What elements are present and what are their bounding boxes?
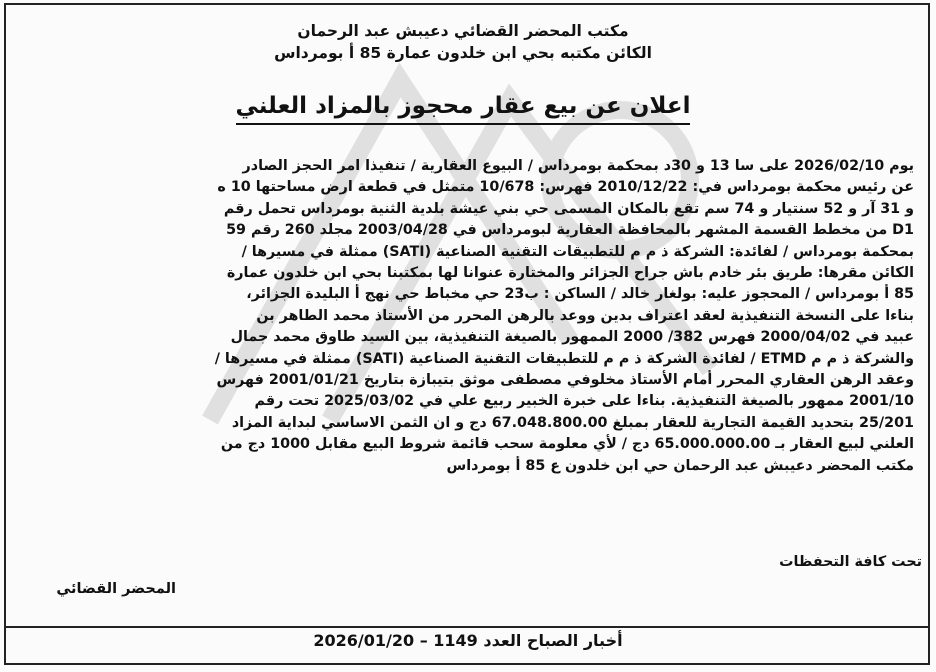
notice-body-line: بمحكمة بومرداس / لفائدة: الشركة ذ م م للتطبيقات التقنية الصناعية (SATI) ممثلة في مسيرها / [241,243,914,260]
notice-title-text: اعلان عن بيع عقار محجوز بالمزاد العلني [236,93,691,125]
notice-body-line: الكائن مقرها: طريق بئر خادم باش جراح الجزائر والمختارة عنوانا لها بمكتبنا بحي ابن خلدون عمارة [226,265,914,282]
notice-body-line: D1 من مخطط القسمة المشهر بالمحافظة العقارية لبومرداس في 2003/04/28 مجلد 260 رقم 59 [226,222,914,239]
notice-body-line: 2001/10 ممهور بالصيغة التنفيذية. بناءا على خبرة الخبير ربيع علي في 2025/03/02 تحت رقم [254,393,914,410]
notice-body-line: و 31 آر و 52 سنتيار و 74 سم تقع بالمكان المسمى حي بني عيشة بلدية الثنية بومرداس تحمل رقم [223,200,914,217]
newspaper-footer: أخبار الصباح العدد 1149 – 2026/01/20 [313,631,623,650]
notice-body-line: وعقد الرهن العقاري المحرر أمام الأستاذ مخلوفي مصطفى موثق بتيبازة بتاريخ 2001/01/21 فهرس [216,372,914,389]
notice-body-line: بناءا على النسخة التنفيذية لعقد اعتراف بدين ووعد بالرهن المحرر من الأستاذ محمد الطاهر بن [256,307,914,324]
notice-body-line: 85 أ بومرداس / المحجوز عليه: بولغار خالد / الساكن : ب23 حي مخباط حي نهج أ البليدة الجزائر، [246,286,914,303]
footer-divider [4,626,930,628]
notice-body-line: 25/201 بتحديد القيمة التجارية للعقار بمبلغ 67.048.800.00 دج و ان الثمن الاساسي لبداية المزاد [231,414,914,431]
notice-body-line: يوم 2026/02/10 على سا 13 و 30د بمحكمة بومرداس / البيوع العقارية / تنفيذا امر الحجز الصادر [242,158,914,174]
bailiff-office-header [0,20,926,64]
notice-body-line: عبيد في 2000/04/02 فهرس 382/ 2000 الممهور بالصيغة التنفيذية، بين السيد طاوق محمد جمال [230,329,914,346]
notice-body [12,156,914,477]
notice-body-line: مكتب المحضر دعيبش عبد الرحمان حي ابن خلدون ع 85 أ بومرداس [446,457,914,474]
signature-title: المحضر القضائي [56,581,176,597]
notice-body-line: عن رئيس محكمة بومرداس في: 2010/12/22 فهرس: 10/678 متمثل في قطعة ارض مساحتها 10 ه [217,179,914,196]
reservations-clause: تحت كافة التحفظات [779,554,922,570]
bailiff-office-address: الكائن مكتبه بحي ابن خلدون عمارة 85 أ بومرداس [274,44,652,62]
notice-body-line: العلني لبيع العقار بـ 65.000.000.00 دج / لأي معلومة سحب قائمة شروط البيع مقابل 1000 دج من [220,436,914,453]
notice-body-line: والشركة ذ م م ETMD / لفائدة الشركة ذ م م للتطبيقات التقنية الصناعية (SATI) ممثلة في مسيرها / [214,350,914,367]
notice-title [0,93,926,119]
bailiff-office-name: مكتب المحضر القضائي دعيبش عبد الرحمان [297,22,629,40]
